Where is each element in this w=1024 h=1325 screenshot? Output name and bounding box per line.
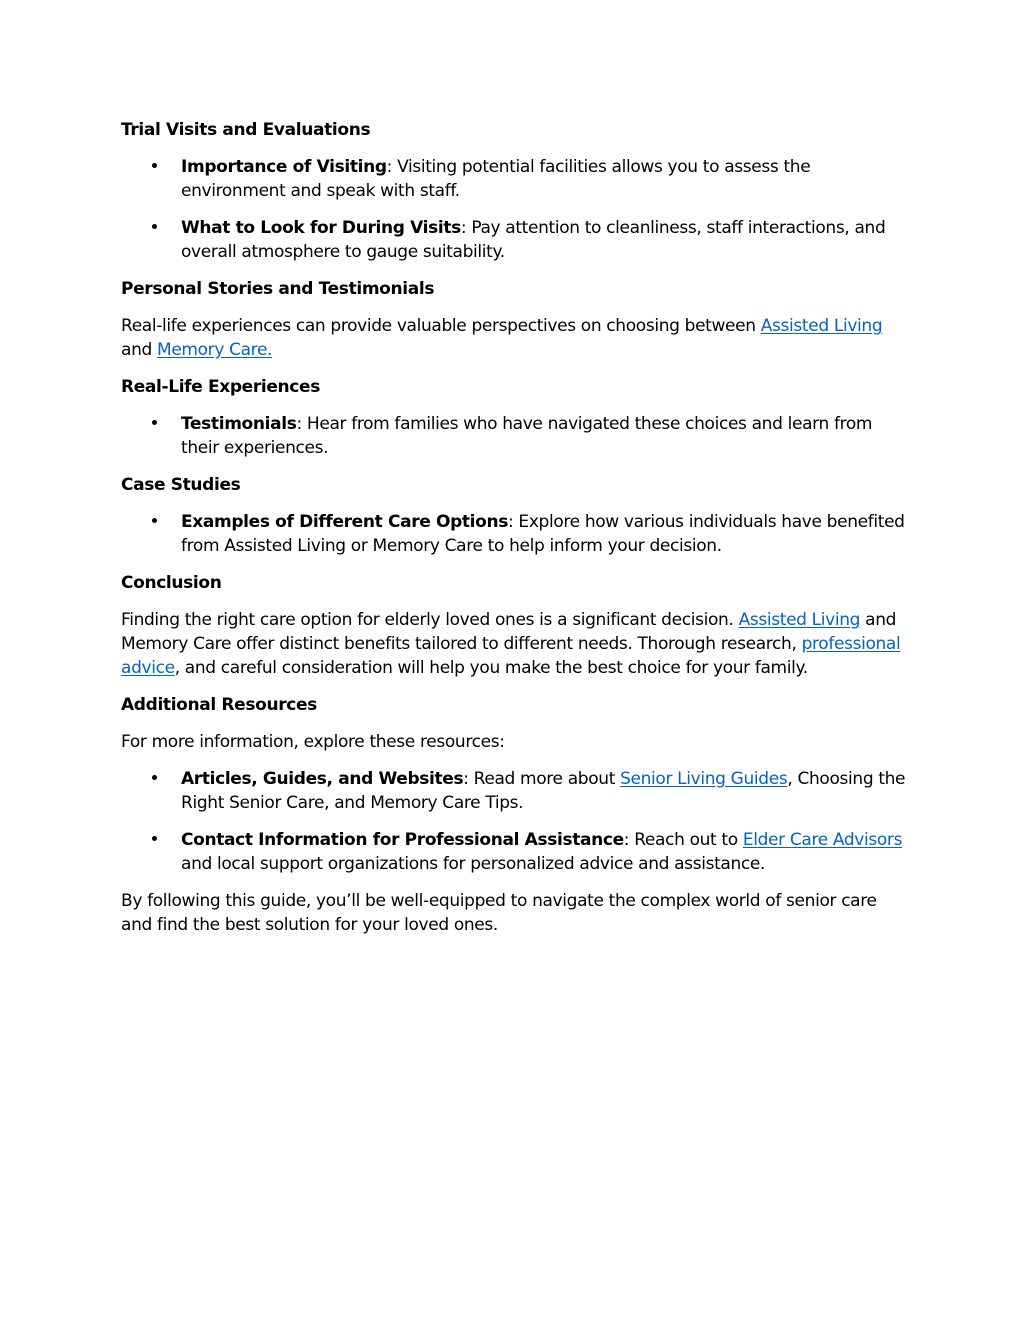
assisted-living-link[interactable]: Assisted Living [738,610,861,630]
case-studies-list [121,510,911,558]
assisted-living-link[interactable]: Assisted Living [760,316,883,336]
item-term: Testimonials [181,414,297,434]
item-text: and local support organizations for personalized advice and assistance. [181,854,766,874]
heading-trial-visits: Trial Visits and Evaluations [121,120,371,140]
bullet-icon [149,412,159,436]
item-term: Examples of Different Care Options [181,512,508,532]
item-term: Importance of Visiting [181,157,387,177]
list-item [121,155,911,203]
conclusion-text-a: Finding the right care option for elderly loved ones is a significant decision. [121,610,739,630]
conclusion-paragraph [121,608,911,680]
bullet-icon [149,510,159,534]
professional-advice-link[interactable]: professional advice [121,634,901,678]
heading-case-studies: Case Studies [121,475,241,495]
bullet-icon [149,828,159,852]
heading-real-life-experiences: Real-Life Experiences [121,377,320,397]
item-text: : Read more about [463,769,621,789]
stories-paragraph [121,314,911,362]
list-item [121,510,911,558]
trial-list [121,155,911,264]
bullet-icon [149,216,159,240]
resources-list [121,767,911,876]
list-item [121,216,911,264]
item-term: Contact Information for Professional Assistance [181,830,624,850]
list-item [121,412,911,460]
bullet-icon [149,155,159,179]
item-text: : Explore how various individuals have benefited from Assisted Living or Memory Care to help inform your decision. [181,512,905,556]
list-item [121,828,911,876]
item-text: : Visiting potential facilities allows you to assess the environment and speak with staff. [181,157,811,201]
closing-paragraph: By following this guide, you’ll be well-equipped to navigate the complex world of senior care and find the best solution for your loved ones. [121,891,877,935]
document-page [121,118,911,950]
bullet-icon [149,767,159,791]
memory-care-link[interactable]: Memory Care. [157,340,273,360]
heading-personal-stories: Personal Stories and Testimonials [121,279,435,299]
item-text: : Hear from families who have navigated these choices and learn from their experiences. [181,414,873,458]
stories-text-middle: and [121,340,157,360]
conclusion-text-c: , and careful consideration will help you make the best choice for your family. [174,658,808,678]
elder-care-advisors-link[interactable]: Elder Care Advisors [742,830,903,850]
stories-text-before: Real-life experiences can provide valuable perspectives on choosing between [121,316,761,336]
senior-living-guides-link[interactable]: Senior Living Guides [620,769,788,789]
heading-conclusion: Conclusion [121,573,222,593]
list-item [121,767,911,815]
resources-intro: For more information, explore these resources: [121,732,505,752]
item-term: Articles, Guides, and Websites [181,769,464,789]
heading-additional-resources: Additional Resources [121,695,317,715]
item-text: , Choosing the Right Senior Care, and Memory Care Tips. [181,769,906,813]
item-term: What to Look for During Visits [181,218,461,238]
item-text: : Pay attention to cleanliness, staff interactions, and overall atmosphere to gauge suitability. [181,218,886,262]
item-text: : Reach out to [623,830,743,850]
conclusion-text-b: and Memory Care offer distinct benefits tailored to different needs. Thorough research, [121,610,897,654]
real-life-list [121,412,911,460]
